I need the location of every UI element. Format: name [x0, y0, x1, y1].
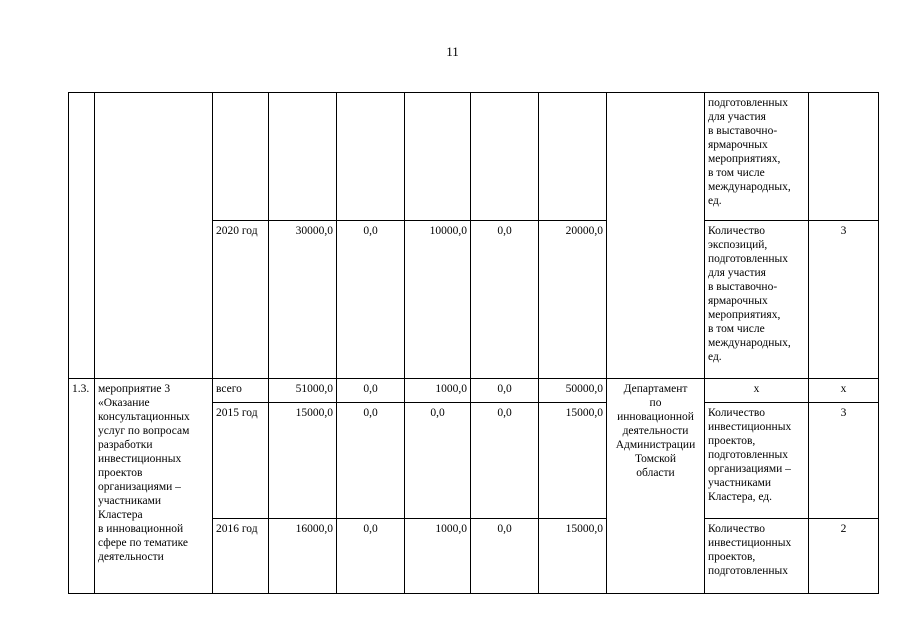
- federal-cell: 0,0: [337, 519, 405, 594]
- year-cell: 2015 год: [213, 403, 269, 519]
- extra-budget-cell: 15000,0: [539, 519, 607, 594]
- table-row: [69, 379, 879, 403]
- extra-budget-cell: 15000,0: [539, 403, 607, 519]
- row-number-cell: [69, 93, 95, 379]
- indicator-value-cell: 3: [809, 221, 879, 379]
- regional-cell: 0,0: [405, 403, 471, 519]
- federal-cell: [337, 93, 405, 221]
- indicator-cell: Количество инвестиционных проектов, подготовленных организациями – участниками Кластера, ед.: [705, 403, 809, 519]
- federal-cell: 0,0: [337, 379, 405, 403]
- extra-budget-cell: 20000,0: [539, 221, 607, 379]
- regional-cell: 1000,0: [405, 519, 471, 594]
- table-row: [69, 93, 879, 221]
- year-cell: 2020 год: [213, 221, 269, 379]
- local-cell: 0,0: [471, 403, 539, 519]
- indicator-value-cell: 3: [809, 403, 879, 519]
- total-cell: 15000,0: [269, 403, 337, 519]
- total-cell: [269, 93, 337, 221]
- year-cell: всего: [213, 379, 269, 403]
- indicator-cell: подготовленных для участия в выставочно- ярмарочных мероприятиях, в том числе международных, ед.: [705, 93, 809, 221]
- extra-budget-cell: 50000,0: [539, 379, 607, 403]
- local-cell: [471, 93, 539, 221]
- total-cell: 16000,0: [269, 519, 337, 594]
- row-number-cell: 1.3.: [69, 379, 95, 594]
- event-name-cell: мероприятие 3 «Оказание консультационных услуг по вопросам разработки инвестиционных проектов организациями – участниками Кластера в инновационной сфере по тематике деятельности: [95, 379, 213, 594]
- regional-cell: 10000,0: [405, 221, 471, 379]
- regional-cell: 1000,0: [405, 379, 471, 403]
- executor-cell: Департамент по инновационной деятельности Администрации Томской области: [607, 379, 705, 594]
- total-cell: 51000,0: [269, 379, 337, 403]
- event-name-cell: [95, 93, 213, 379]
- local-cell: 0,0: [471, 519, 539, 594]
- local-cell: 0,0: [471, 379, 539, 403]
- executor-cell: [607, 93, 705, 379]
- indicator-cell: Количество экспозиций, подготовленных для участия в выставочно- ярмарочных мероприятиях, в том числе международных, ед.: [705, 221, 809, 379]
- indicator-value-cell: [809, 93, 879, 221]
- year-cell: [213, 93, 269, 221]
- page-number: 11: [446, 44, 459, 59]
- indicator-value-cell: 2: [809, 519, 879, 594]
- federal-cell: 0,0: [337, 221, 405, 379]
- year-cell: 2016 год: [213, 519, 269, 594]
- program-table: [68, 92, 879, 594]
- extra-budget-cell: [539, 93, 607, 221]
- indicator-value-cell: х: [809, 379, 879, 403]
- total-cell: 30000,0: [269, 221, 337, 379]
- regional-cell: [405, 93, 471, 221]
- local-cell: 0,0: [471, 221, 539, 379]
- indicator-cell: х: [705, 379, 809, 403]
- indicator-cell: Количество инвестиционных проектов, подготовленных: [705, 519, 809, 594]
- federal-cell: 0,0: [337, 403, 405, 519]
